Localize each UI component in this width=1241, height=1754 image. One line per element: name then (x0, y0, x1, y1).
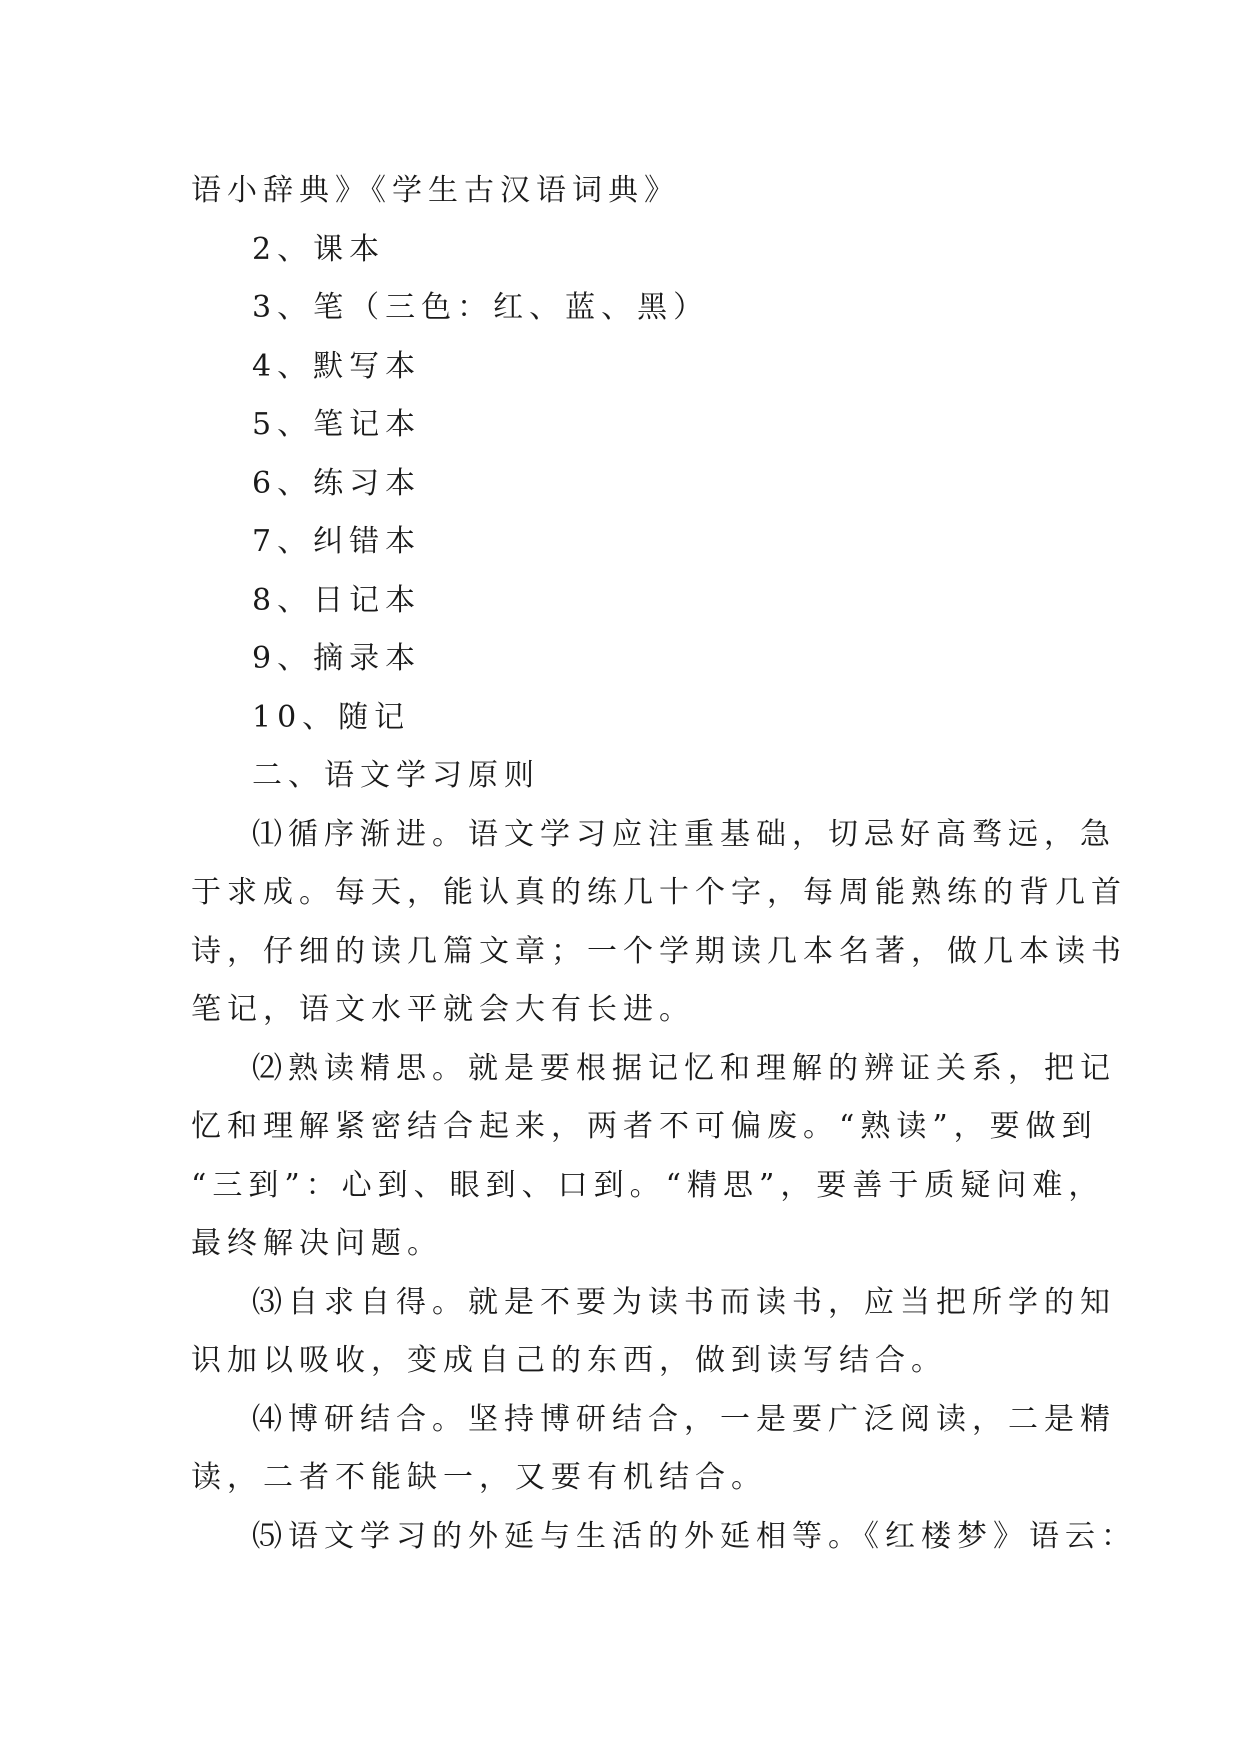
text-line: 诗，仔细的读几篇文章；一个学期读几本名著，做几本读书 (191, 933, 1127, 969)
text-line: ⑸语文学习的外延与生活的外延相等。《红楼梦》语云： (252, 1518, 1137, 1554)
text-line: ⑵熟读精思。就是要根据记忆和理解的辨证关系，把记 (252, 1050, 1116, 1086)
text-line: 二、语文学习原则 (252, 758, 540, 793)
text-line: 语小辞典》《学生古汉语词典》 (191, 173, 680, 208)
text-line: 最终解决问题。 (191, 1226, 443, 1261)
text-line: 读，二者不能缺一，又要有机结合。 (191, 1460, 767, 1495)
text-line: ⑶自求自得。就是不要为读书而读书，应当把所学的知 (252, 1284, 1116, 1320)
text-line: 7、纠错本 (252, 524, 422, 559)
text-line: ⑷博研结合。坚持博研结合，一是要广泛阅读，二是精 (252, 1401, 1116, 1437)
text-line: ⑴循序渐进。语文学习应注重基础，切忌好高骛远，急 (252, 816, 1116, 852)
text-line: 4、默写本 (252, 348, 422, 384)
document-body (191, 162, 1137, 1566)
text-line: 笔记，语文水平就会大有长进。 (191, 992, 695, 1027)
text-line: 10、随记 (252, 699, 411, 735)
text-line: 8、日记本 (252, 582, 422, 618)
text-line: 6、练习本 (252, 465, 422, 501)
text-line: 2、课本 (252, 231, 386, 267)
text-line: 识加以吸收，变成自己的东西，做到读写结合。 (191, 1343, 947, 1378)
text-line: 3、笔（三色：红、蓝、黑） (252, 290, 710, 325)
text-line: 忆和理解紧密结合起来，两者不可偏废。“熟读”，要做到 (191, 1109, 1098, 1144)
text-line: “三到”：心到、眼到、口到。“精思”，要善于质疑问难， (191, 1167, 1105, 1203)
text-line: 于求成。每天，能认真的练几十个字，每周能熟练的背几首 (191, 875, 1127, 910)
text-line: 5、笔记本 (252, 407, 422, 442)
text-line: 9、摘录本 (252, 641, 422, 676)
